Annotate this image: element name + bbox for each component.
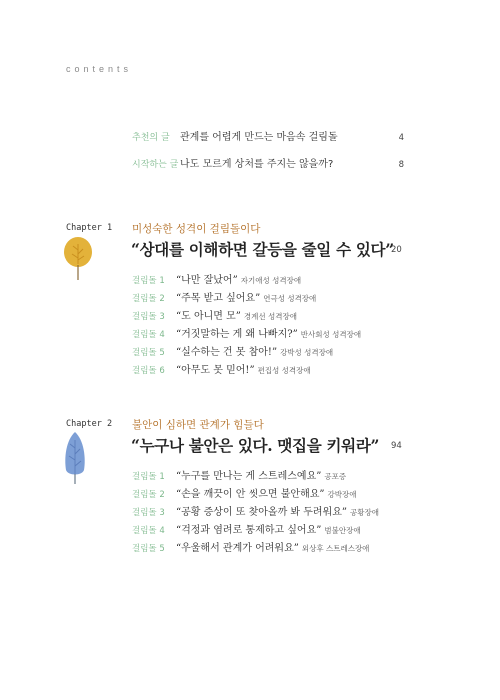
item-tag: 편집성 성격장애 — [257, 366, 311, 375]
chapter-1-subtitle: “상대를 이해하면 갈등을 줄일 수 있다” — [131, 240, 394, 259]
intro-entry-foreword[interactable] — [132, 128, 404, 143]
item-tag: 공황장애 — [350, 508, 380, 517]
chapter-1-title[interactable]: 미성숙한 성격이 걸림돌이다 — [132, 223, 261, 235]
item-quote: “걱정과 염려로 통제하고 싶어요” — [176, 525, 322, 536]
item-quote: “누구를 만나는 게 스트레스예요” — [176, 471, 322, 482]
chapter-2-title[interactable]: 불안이 심하면 관계가 힘들다 — [132, 419, 264, 431]
chapter-2-item-1[interactable] — [132, 467, 346, 482]
chapter-1-item-4[interactable] — [132, 325, 361, 340]
item-quote: “도 아니면 모” — [176, 311, 241, 322]
intro-label: 추천의 글 — [132, 133, 170, 143]
tree-icon — [60, 236, 96, 282]
item-quote: “우울해서 관계가 어려워요” — [176, 543, 299, 554]
step-label: 걸림돌 5 — [132, 544, 165, 554]
chapter-2-page: 94 — [391, 441, 402, 451]
chapter-1-item-1[interactable] — [132, 271, 301, 286]
chapter-2-item-4[interactable] — [132, 521, 361, 536]
chapter-2-item-2[interactable] — [132, 485, 357, 500]
chapter-1-item-3[interactable] — [132, 307, 297, 322]
step-label: 걸림돌 5 — [132, 348, 165, 358]
chapter-1-page: 20 — [391, 245, 402, 255]
contents-heading: contents — [66, 64, 133, 74]
step-label: 걸림돌 4 — [132, 330, 165, 340]
intro-title: 관계를 어렵게 만드는 마음속 걸림돌 — [180, 132, 338, 143]
step-label: 걸림돌 3 — [132, 312, 165, 322]
item-quote: “공황 증상이 또 찾아올까 봐 두려워요” — [176, 507, 348, 518]
item-tag: 반사회성 성격장애 — [300, 330, 362, 339]
item-quote: “실수하는 건 못 참아!” — [176, 347, 278, 358]
chapter-2-subtitle: “누구나 불안은 있다. 맷집을 키워라” — [131, 436, 380, 455]
chapter-2-item-3[interactable] — [132, 503, 379, 518]
chapter-2-item-5[interactable] — [132, 539, 369, 554]
item-quote: “손을 깨끗이 안 씻으면 불안해요” — [176, 489, 325, 500]
item-tag: 강박장애 — [327, 490, 357, 499]
tree-icon — [60, 430, 90, 486]
item-quote: “나만 잘났어” — [176, 275, 238, 286]
step-label: 걸림돌 1 — [132, 276, 165, 286]
item-quote: “주목 받고 싶어요” — [176, 293, 261, 304]
intro-page-number: 8 — [398, 160, 404, 170]
chapter-1-number: Chapter 1 — [66, 223, 113, 233]
item-tag: 외상후 스트레스장애 — [301, 544, 370, 553]
step-label: 걸림돌 2 — [132, 490, 165, 500]
item-tag: 자기애성 성격장애 — [240, 276, 302, 285]
step-label: 걸림돌 3 — [132, 508, 165, 518]
step-label: 걸림돌 6 — [132, 366, 165, 376]
intro-page-number: 4 — [398, 133, 404, 143]
item-tag: 연극성 성격장애 — [263, 294, 317, 303]
intro-label: 시작하는 글 — [132, 160, 179, 170]
step-label: 걸림돌 1 — [132, 472, 165, 482]
chapter-2-number: Chapter 2 — [66, 419, 113, 429]
item-tag: 경계선 성격장애 — [243, 312, 297, 321]
step-label: 걸림돌 2 — [132, 294, 165, 304]
intro-entry-preface[interactable] — [132, 155, 404, 170]
chapter-1-item-5[interactable] — [132, 343, 333, 358]
chapter-1-item-6[interactable] — [132, 361, 311, 376]
item-quote: “거짓말하는 게 왜 나빠지?” — [176, 329, 298, 340]
item-tag: 강박성 성격장애 — [280, 348, 334, 357]
step-label: 걸림돌 4 — [132, 526, 165, 536]
intro-title: 나도 모르게 상처를 주지는 않을까? — [180, 159, 334, 170]
item-tag: 범불안장애 — [324, 526, 361, 535]
item-quote: “아무도 못 믿어!” — [176, 365, 255, 376]
item-tag: 공포증 — [324, 472, 347, 481]
chapter-1-item-2[interactable] — [132, 289, 316, 304]
